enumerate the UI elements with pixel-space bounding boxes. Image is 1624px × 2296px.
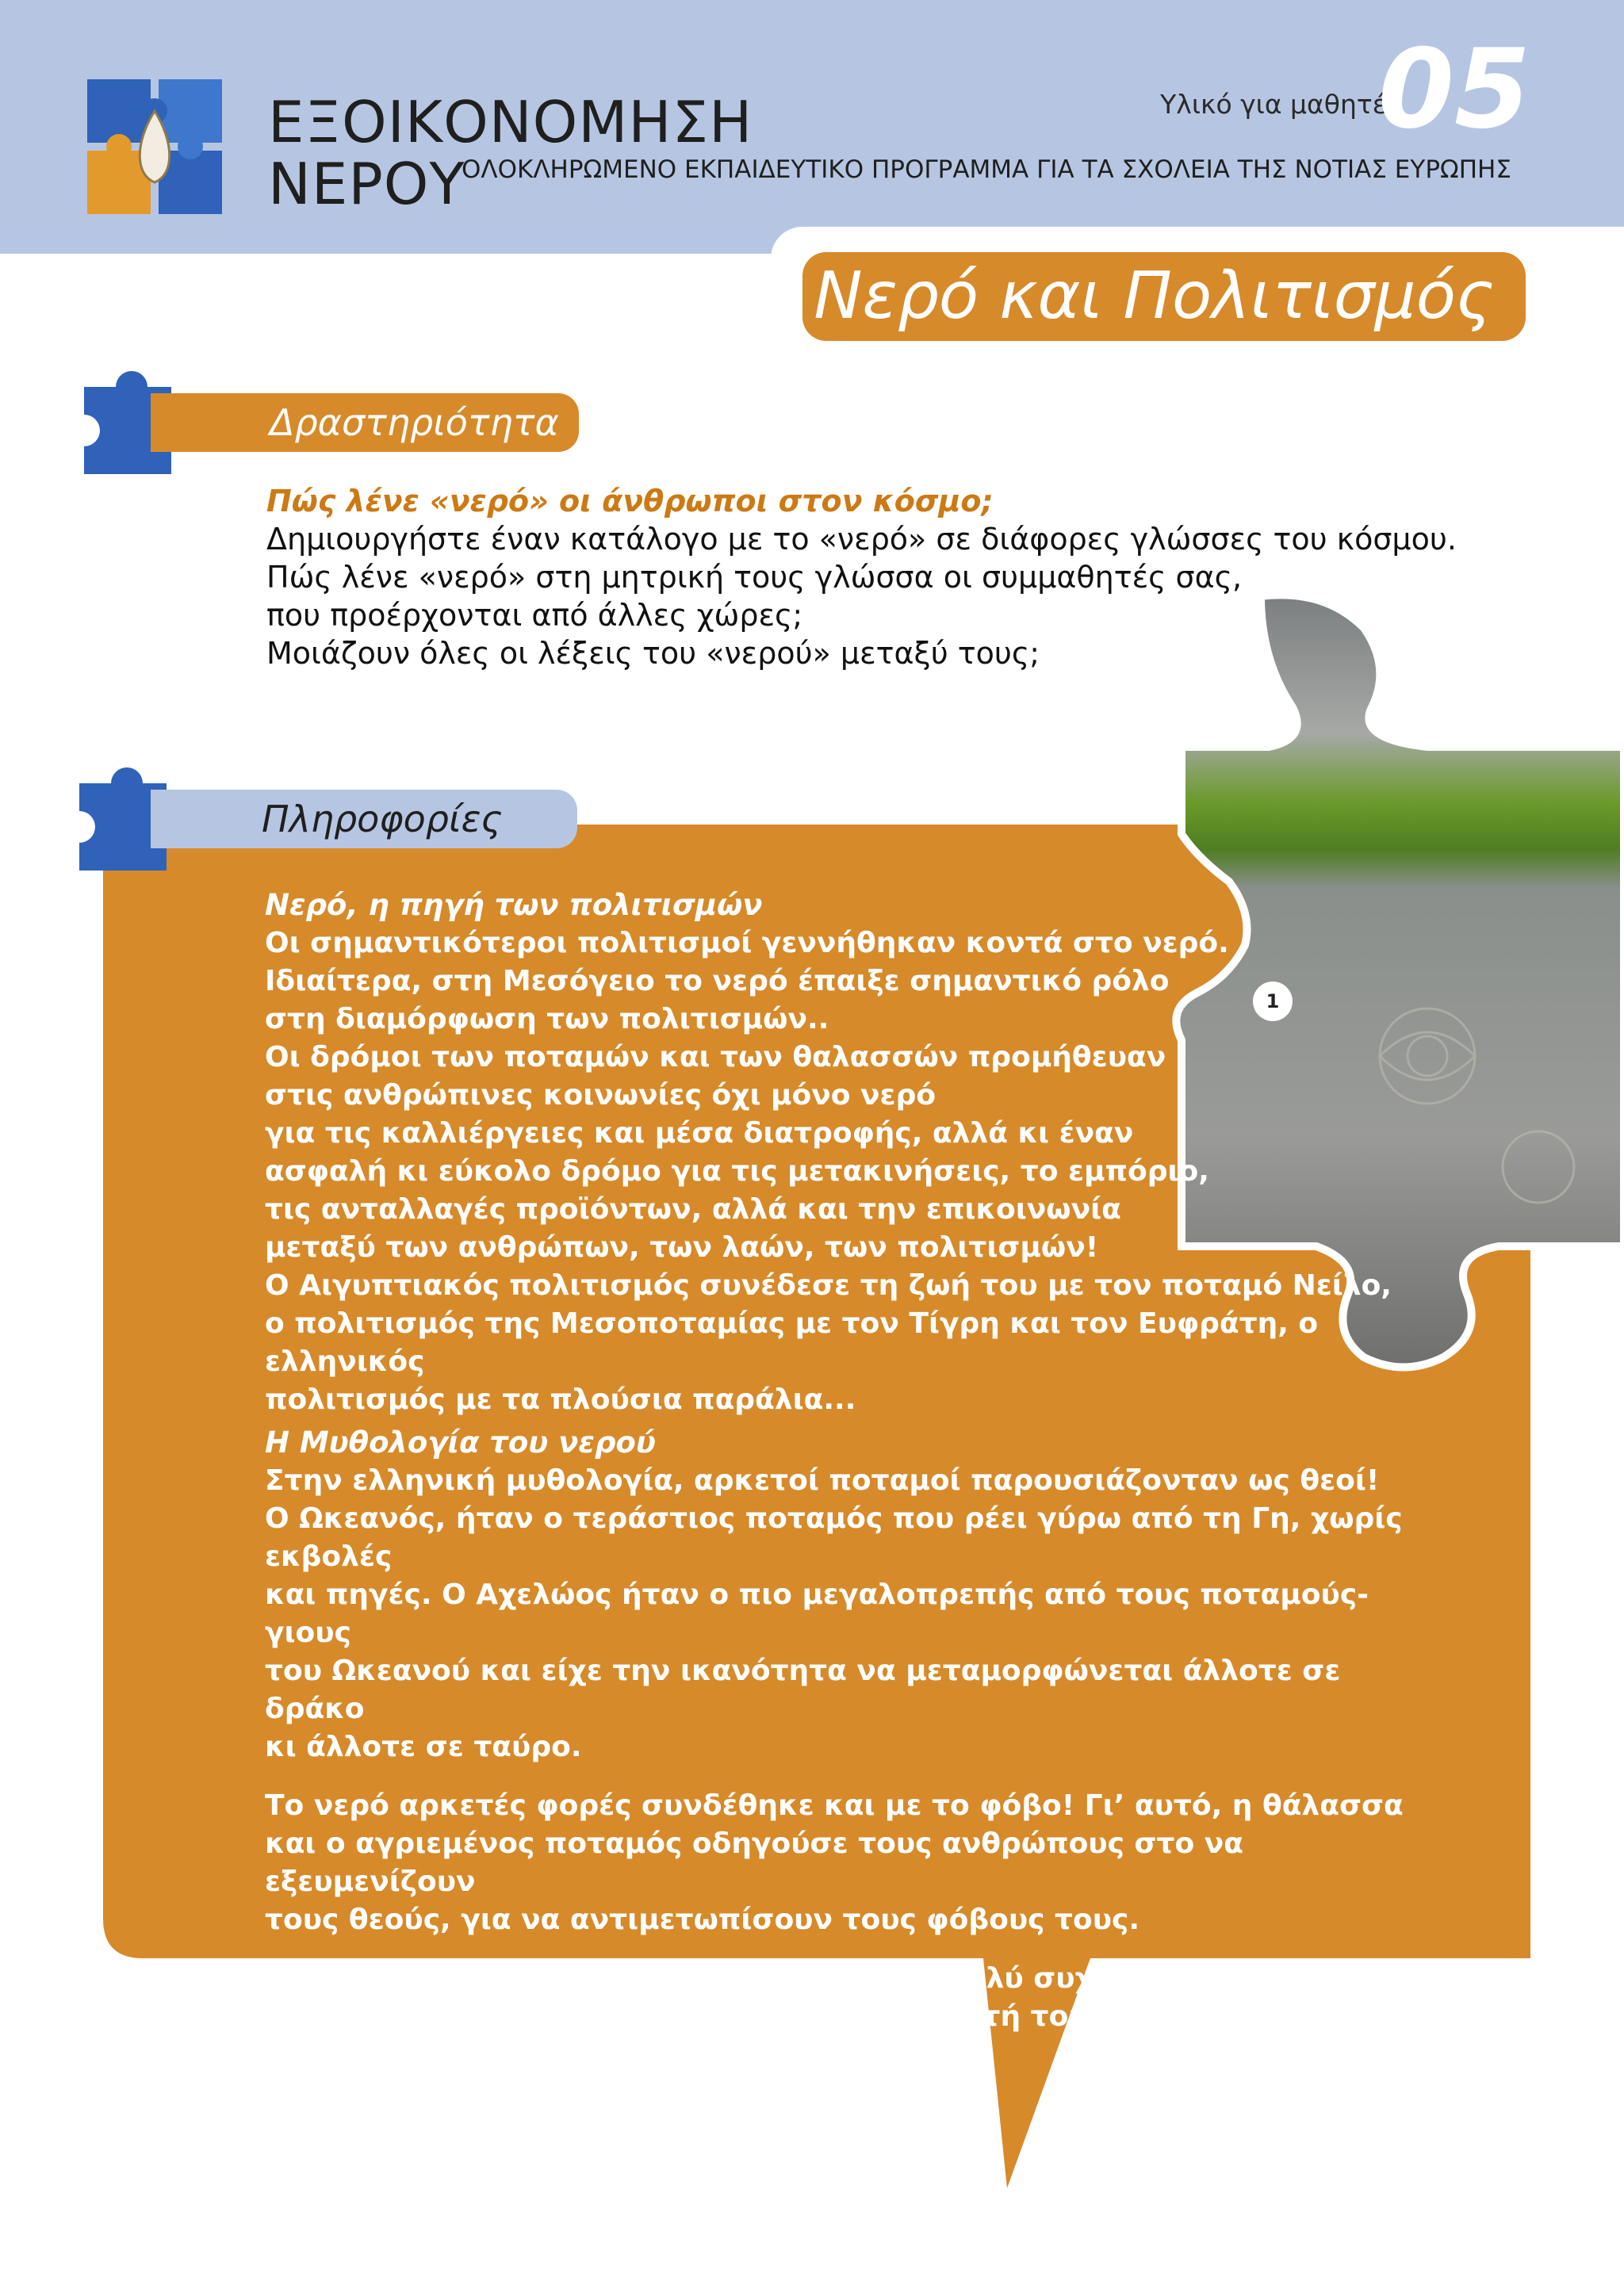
page-title: Νερό και Πολιτισμός [802,252,1526,341]
page-number: 05 [1377,25,1530,153]
info-line: Ο Αιγυπτιακός πολιτισμός συνέδεσε τη ζωή του με τον ποταμό Νείλο, [265,1269,1392,1302]
activity-line: που προέρχονται από άλλες χώρες; [266,598,803,633]
info-line: πολιτισμός με τα πλούσια παράλια... [265,1383,856,1416]
activity-line: Δημιουργήστε έναν κατάλογο με το «νερό» σε διάφορες γλώσσες του κόσμου. [266,522,1457,557]
info-line: κι άλλοτε σε ταύρο. [265,1731,582,1763]
info-line: Οι σημαντικότεροι πολιτισμοί γεννήθηκαν κοντά στο νερό. [265,927,1229,959]
brand-line-2: ΝΕΡΟΥ [268,151,465,217]
info-line: Ο κατακλυσμός των νερών περιγράφεται, πολύ συχνά στη μυθολογία. [265,1962,1392,1995]
info-tab: Πληροφορίες [151,790,577,848]
info-line: για τις καλλιέργειες και μέσα διατροφής, αλλά κι έναν [265,1117,1134,1150]
activity-tab: Δραστηριότητα [151,393,579,452]
info-line: Ο Ωκεανός, ήταν ο τεράστιος ποταμός που ρέει γύρω από τη Γη, χωρίς εκβολές [265,1502,1403,1573]
info-line: και ο αγριεμένος ποταμός οδηγούσε τους ανθρώπους στο να εξευμενίζουν [265,1827,1244,1898]
info-line: Το νερό αρκετές φορές συνδέθηκε και με το φόβο! Γι’ αυτό, η θάλασσα [265,1789,1404,1822]
info-line: στη διαμόρφωση των πολιτισμών.. [265,1003,829,1035]
photo-number-badge: 1 [1253,982,1293,1021]
section-heading: Νερό, η πηγή των πολιτισμών [265,888,763,922]
info-line: μεταξύ των ανθρώπων, των λαών, των πολιτισμών! [265,1231,1099,1264]
info-line: Στην ελληνική μυθολογία, αρκετοί ποταμοί παρουσιάζονταν ως θεοί! [265,1464,1380,1497]
info-line: τις ανταλλαγές προϊόντων, αλλά και την επικοινωνία [265,1193,1121,1226]
brand-subtitle: ΟΛΟΚΛΗΡΩΜΕΝΟ ΕΚΠΑΙΔΕΥΤΙΚΟ ΠΡΟΓΡΑΜΜΑ ΓΙΑ ΤΑ ΣΧΟΛΕΙΑ ΤΗΣ ΝΟΤΙΑΣ ΕΥΡΩΠΗΣ [462,155,1511,184]
info-line: στις ανθρώπινες κοινωνίες όχι μόνο νερό [265,1079,936,1112]
activity-line: Πώς λένε «νερό» στη μητρική τους γλώσσα οι συμμαθητές σας, [266,560,1243,595]
info-line: από την Παλαιά Διαθήκη. [265,2076,671,2109]
activity-question: Πώς λένε «νερό» οι άνθρωποι στον κόσμο; [266,484,994,519]
info-line: του Ωκεανού και είχε την ικανότητα να μεταμορφώνεται άλλοτε σε δράκο [265,1655,1341,1725]
info-line: και πηγές. Ο Αχελώος ήταν ο πιο μεγαλοπρεπής από τους ποταμούς-γιους [265,1578,1369,1649]
info-text [265,886,1438,2112]
info-line: ασφαλή κι εύκολο δρόμο για τις μετακινήσεις, το εμπόριο, [265,1155,1209,1188]
info-line: Η πιο γνωστή ιστορία κατακλυσμού είναι αυτή του Νώε και της Κιβωτού του, [265,2000,1434,2071]
section-heading: Η Μυθολογία του νερού [265,1425,656,1460]
info-line: ο πολιτισμός της Μεσοποταμίας με τον Τίγρη και τον Ευφράτη, ο ελληνικός [265,1307,1319,1378]
info-line: Ιδιαίτερα, στη Μεσόγειο το νερό έπαιξε σημαντικό ρόλο [265,965,1170,997]
material-label: Υλικό για μαθητές [1160,89,1402,120]
info-line: τους θεούς, για να αντιμετωπίσουν τους φόβους τους. [265,1904,1140,1936]
activity-line: Μοιάζουν όλες οι λέξεις του «νερού» μεταξύ τους; [266,636,1040,671]
info-line: Οι δρόμοι των ποταμών και των θαλασσών προμήθευαν [265,1041,1166,1073]
brand-line-1: ΕΞΟΙΚΟΝΟΜΗΣΗ [268,89,753,155]
